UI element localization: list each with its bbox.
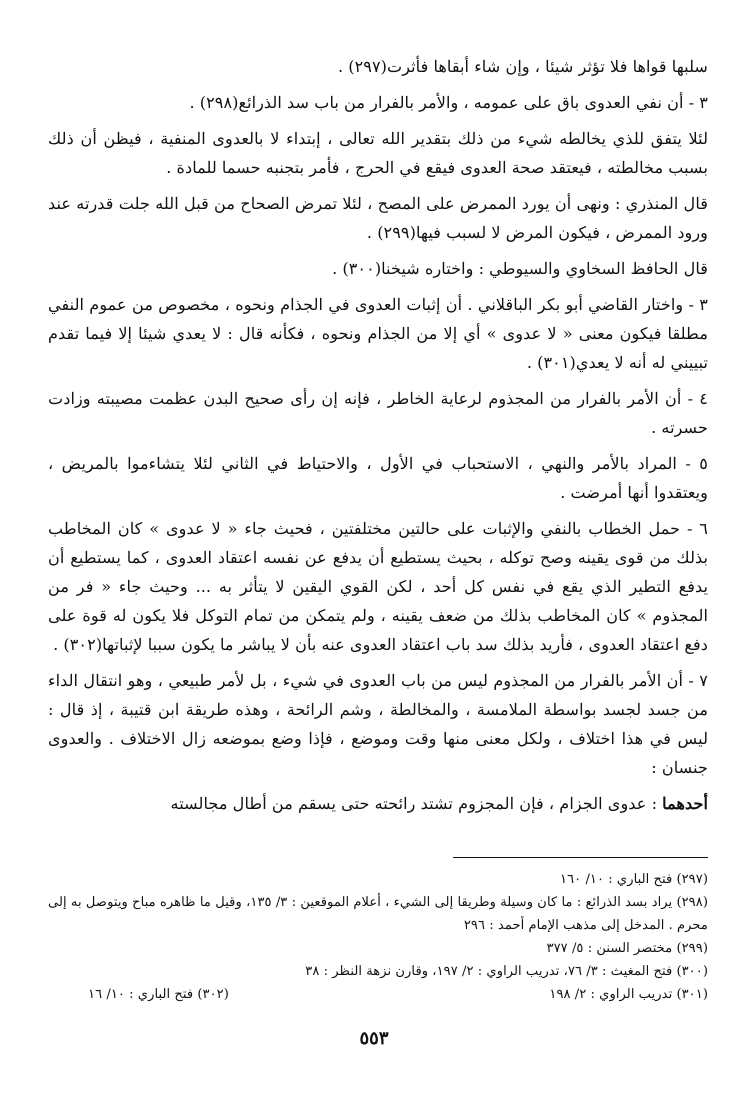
text-paragraph: ٥ - المراد بالأمر والنهي ، الاستحباب في الأول ، والاحتياط في الثاني لئلا يتشاءموا بالمريض ، ويعتقدوا أنها أمرضت . <box>48 454 708 502</box>
footnote-300: (٣٠٠) فتح المغيث : ٣/ ٧٦، تدريب الراوي : ٢/ ١٩٧، وقارن نزهة النظر : ٣٨ <box>305 964 708 979</box>
text-paragraph: ٣ - واختار القاضي أبو بكر الباقلاني . أن إثبات العدوى في الجذام ونحوه ، مخصوص من عموم النفي مطلقا فيكون معنى « لا عدوى » أي إلا من الجذام ونحوه ، فكأنه قال : لا يعدي شيئا إلا فيما تقدم تبييني له أنه لا يعدي(٣٠١) . <box>48 295 708 372</box>
footnote-298: (٢٩٨) يراد بسد الذرائع : ما كان وسيلة وطريقا إلى الشيء ، أعلام الموقعين : ٣/ ١٣٥، وقيل ما ظاهره مباح ويتوصل به إلى محرم . المدخل إلى مذهب الإمام أحمد : ٢٩٦ <box>48 895 708 933</box>
text-paragraph: ٧ - أن الأمر بالفرار من المجذوم ليس من باب العدوى في شيء ، بل لأمر طبيعي ، وهو انتقال الداء من جسد لجسد بواسطة الملامسة ، والمخالطة ، وشم الرائحة ، وهذه طريقة ابن قتيبة ، إذ قال : ليس في هذا اختلاف ، ولكل معنى منها وقت وموضع ، فإذا وضع بموضعه زال الاختلاف . والعدوى جنسان : <box>48 671 708 777</box>
text-span: : عدوى الجزام ، فإن المجزوم تشتد رائحته حتى يسقم من أطال مجالسته <box>170 794 663 813</box>
bold-lead-word: أحدهما <box>662 794 708 813</box>
footnote-297: (٢٩٧) فتح الباري : ١٠/ ١٦٠ <box>560 872 708 887</box>
page-number: ٥٥٣ <box>359 1028 389 1049</box>
text-paragraph: قال الحافظ السخاوي والسيوطي : واختاره شيخنا(٣٠٠) . <box>332 259 708 278</box>
text-paragraph: ٤ - أن الأمر بالفرار من المجذوم لرعاية الخاطر ، فإنه إن رأى صحيح البدن عظمت مصيبته وزادت حسرته . <box>48 389 708 437</box>
footnotes <box>48 868 708 1006</box>
footnote-row <box>48 983 708 1006</box>
footnote-301: (٣٠١) تدريب الراوي : ٢/ ١٩٨ <box>549 987 708 1002</box>
text-paragraph: ٦ - حمل الخطاب بالنفي والإثبات على حالتين مختلفتين ، فحيث جاء « لا عدوى » كان المخاطب بذلك من قوى يقينه وصح توكله ، بحيث يستطيع أن يدفع عن نفسه اعتقاد العدوى ، كما يستطيع أن يدفع التطير الذي يقع في نفس كل أحد ، لكن القوي اليقين لا يتأثر به ... وحيث جاء « فر من المجذوم » كان المخاطب بذلك من ضعف يقينه ، ولم يتمكن من تمام التوكل فلا يكون له قوة على دفع اعتقاد العدوى ، فأريد بذلك سد باب اعتقاد العدوى عنه بأن لا يباشر ما يكون سببا لإثباتها(٣٠٢) . <box>48 519 708 654</box>
text-paragraph: سلبها قواها فلا تؤثر شيئا ، وإن شاء أبقاها فأثرت(٢٩٧) . <box>337 57 708 76</box>
text-paragraph-last <box>48 789 708 818</box>
footnote-299: (٢٩٩) مختصر السنن : ٥/ ٣٧٧ <box>546 941 708 956</box>
footnote-302: (٣٠٢) فتح الباري : ١٠/ ١٦ <box>88 987 229 1002</box>
text-paragraph: لئلا يتفق للذي يخالطه شيء من ذلك بتقدير الله تعالى ، إبتداء لا بالعدوى المنفية ، فيظن أن ذلك بسبب مخالطته ، فيعتقد صحة العدوى فيقع في الحرج ، فأمر بتجنبه حسما للمادة . <box>48 129 708 177</box>
text-paragraph: قال المنذري : ونهى أن يورد الممرض على المصح ، لئلا تمرض الصحاح من قبل الله جلت قدرته عند ورود الممرض ، فيكون المرض لا لسبب فيها(٢٩٩) . <box>48 194 708 242</box>
text-paragraph: ٣ - أن نفي العدوى باق على عمومه ، والأمر بالفرار من باب سد الذرائع(٢٩٨) . <box>189 93 708 112</box>
main-text <box>48 52 708 825</box>
footnote-separator <box>453 857 708 858</box>
